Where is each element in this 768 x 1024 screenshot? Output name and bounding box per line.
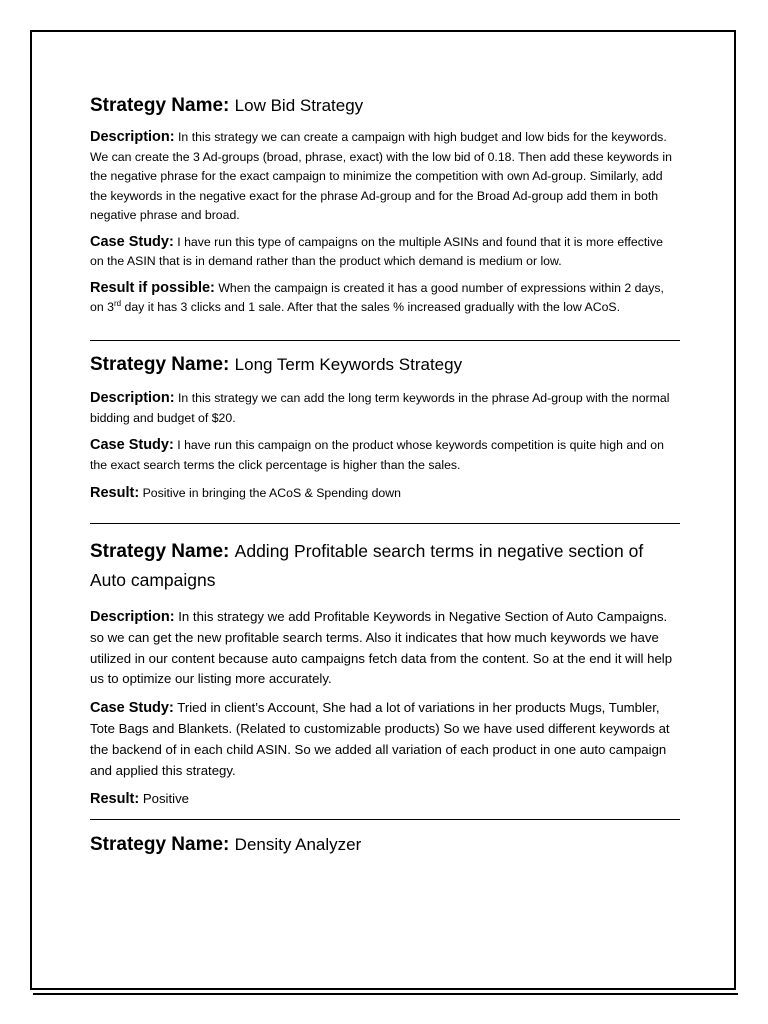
case-study-text: I have run this type of campaigns on the multiple ASINs and found that it is more effective on the ASIN that is in demand rather than the product which demand is medium or low. (90, 234, 664, 268)
strategy-section-1 (90, 92, 680, 341)
description-paragraph (90, 607, 680, 690)
description-paragraph (90, 389, 680, 428)
case-study-text: Tried in client’s Account, She had a lot of variations in her products Mugs, Tumbler, Tote Bags and Blankets. (Related to customizable products) So we have used different keywords at the backend of in each child ASIN. So we added all variation of each product in one auto campaign and applied this strategy. (90, 700, 670, 778)
result-label: Result: (90, 791, 140, 808)
description-text: In this strategy we can add the long term keywords in the phrase Ad-group with the normal bidding and budget of $20. (90, 391, 670, 425)
strategy-section-3 (90, 537, 680, 820)
strategy-heading (90, 831, 680, 859)
description-label: Description: (90, 129, 175, 145)
case-study-label: Case Study: (90, 700, 174, 717)
result-superscript: rd (113, 298, 122, 308)
description-label: Description: (90, 609, 175, 625)
description-paragraph (90, 128, 680, 226)
result-text: Positive (142, 791, 190, 807)
strategy-heading (90, 92, 680, 120)
strategy-name-label: Strategy Name: (90, 354, 230, 375)
strategy-name: Density Analyzer (234, 835, 362, 854)
description-text: In this strategy we can create a campaign with high budget and low bids for the keywords. We can create the 3 Ad-groups (broad, phrase, exact) with the low bid of 0.18. Then add these keywords in the negative phrase for the exact campaign to minimize the competition with own Ad-group. Similarly, add the keywords in the negative exact for the phrase Ad-group and for the Broad Ad-group add them in both negative phrase and broad. (90, 130, 672, 222)
strategy-name: Long Term Keywords Strategy (234, 355, 463, 374)
strategy-name: Low Bid Strategy (234, 96, 364, 115)
strategy-name: Adding Profitable search terms in negative section of Auto campaigns (90, 541, 644, 590)
case-study-paragraph (90, 436, 680, 475)
result-text-end: day it has 3 clicks and 1 sale. After that the sales % increased gradually with the low ACoS. (124, 300, 621, 314)
strategy-name-label: Strategy Name: (90, 541, 230, 562)
strategy-name-label: Strategy Name: (90, 95, 230, 116)
result-paragraph (90, 279, 680, 318)
page-border-shadow (33, 993, 738, 995)
case-study-label: Case Study: (90, 233, 174, 250)
result-text: Positive in bringing the ACoS & Spending down (142, 486, 401, 500)
result-paragraph (90, 789, 680, 810)
case-study-paragraph (90, 698, 680, 781)
result-label: Result if possible: (90, 279, 215, 296)
strategy-section-4 (90, 831, 680, 861)
description-label: Description: (90, 390, 175, 406)
result-label: Result: (90, 485, 140, 501)
strategy-heading (90, 537, 680, 595)
result-text-start: When the campaign is created it has a good number of expressions within 2 days, on 3 (90, 280, 664, 314)
case-study-text: I have run this campaign on the product whose keywords competition is quite high and on the exact search terms the click percentage is higher than the sales. (90, 438, 664, 472)
result-paragraph (90, 484, 680, 504)
strategy-name-label: Strategy Name: (90, 834, 230, 855)
case-study-paragraph (90, 233, 680, 272)
description-text: In this strategy we add Profitable Keywords in Negative Section of Auto Campaigns. so we can get the new profitable search terms. Also it indicates that how much keywords we have utilized in our content because auto campaigns fetch data from the content. So at the end it will help us to optimize our listing more accurately. (90, 609, 673, 687)
strategy-section-2 (90, 351, 680, 524)
case-study-label: Case Study: (90, 437, 174, 453)
strategy-heading (90, 351, 680, 379)
